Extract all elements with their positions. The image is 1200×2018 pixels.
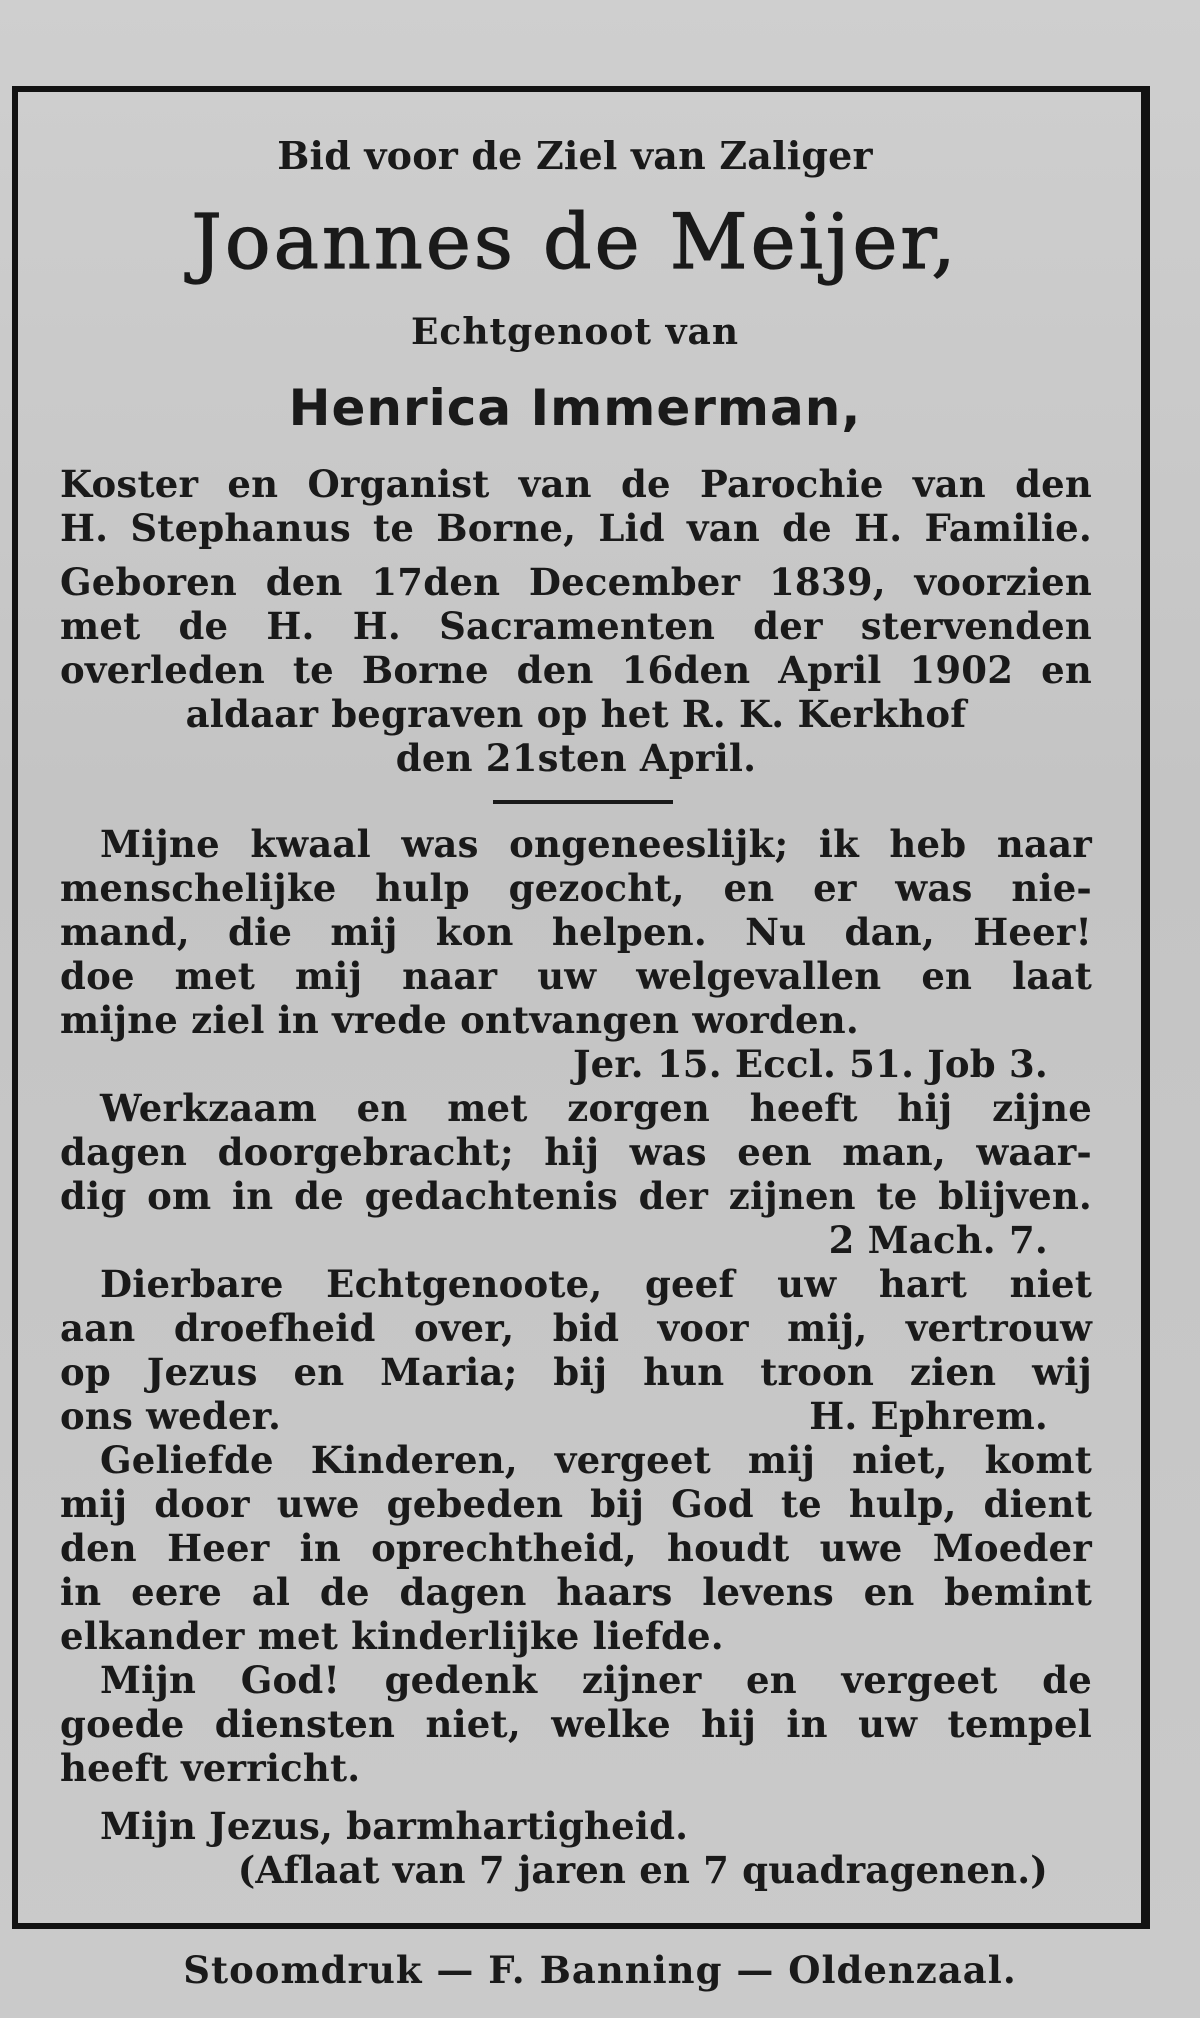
deceased-name: Joannes de Meijer, [191,197,959,286]
spouse-name: Henrica Immerman, [288,379,862,437]
verse-line: Werkzaam en met zorgen heeft hij zijne [100,1086,1092,1130]
verse-line: Geliefde Kinderen, vergeet mij niet, komt [100,1438,1092,1482]
verse-line: op Jezus en Maria; bij hun troon zien wij [60,1350,1092,1394]
card-heading: Bid voor de Ziel van Zaliger [277,133,873,178]
bio-line: met de H. H. Sacramenten der stervenden [60,604,1092,648]
bio-line: Koster en Organist van de Parochie van den [60,462,1092,506]
printer-imprint: Stoomdruk — F. Banning — Oldenzaal. [183,1948,1017,1992]
verse-line: Dierbare Echtgenoote, geef uw hart niet [100,1262,1092,1306]
divider-rule [493,800,673,804]
verse-line: in eere al de dagen haars levens en bemint [60,1570,1092,1614]
verse-line: Mijne kwaal was ongeneeslijk; ik heb naar [100,822,1092,866]
verse-line: dagen doorgebracht; hij was een man, waar- [60,1130,1092,1174]
bio-line: H. Stephanus te Borne, Lid van de H. Familie. [60,506,1092,550]
verse-line: dig om in de gedachtenis der zijnen te blijven. [60,1174,1092,1218]
closing-prayer: Mijn Jezus, barmhartigheid. [100,1804,689,1848]
verse-line: mijne ziel in vrede ontvangen worden. [60,998,859,1042]
verse-line: menschelijke hulp gezocht, en er was nie- [60,866,1092,910]
bio-line: Geboren den 17den December 1839, voorzien [60,560,1092,604]
verse-line: goede diensten niet, welke hij in uw tempel [60,1702,1092,1746]
verse-line: Mijn God! gedenk zijner en vergeet de [100,1658,1092,1702]
verse-line: mij door uwe gebeden bij God te hulp, dient [60,1482,1092,1526]
verse-line: elkander met kinderlijke liefde. [60,1614,724,1658]
verse-line: doe met mij naar uw welgevallen en laat [60,954,1092,998]
bio-line: aldaar begraven op het R. K. Kerkhof [185,692,967,736]
verse-reference: Jer. 15. Eccl. 51. Job 3. [572,1042,1048,1086]
verse-line: ons weder. [60,1394,282,1438]
bio-line: overleden te Borne den 16den April 1902 en [60,648,1092,692]
bio-line: den 21sten April. [395,736,757,780]
indulgence-note: (Aflaat van 7 jaren en 7 quadragenen.) [237,1848,1048,1892]
verse-line: den Heer in oprechtheid, houdt uwe Moeder [60,1526,1092,1570]
verse-reference: H. Ephrem. [809,1394,1048,1438]
verse-line: aan droefheid over, bid voor mij, vertrouw [60,1306,1092,1350]
spouse-prefix: Echtgenoot van [410,311,739,353]
verse-line: heeft verricht. [60,1746,361,1790]
verse-reference: 2 Mach. 7. [828,1218,1048,1262]
verse-line: mand, die mij kon helpen. Nu dan, Heer! [60,910,1092,954]
